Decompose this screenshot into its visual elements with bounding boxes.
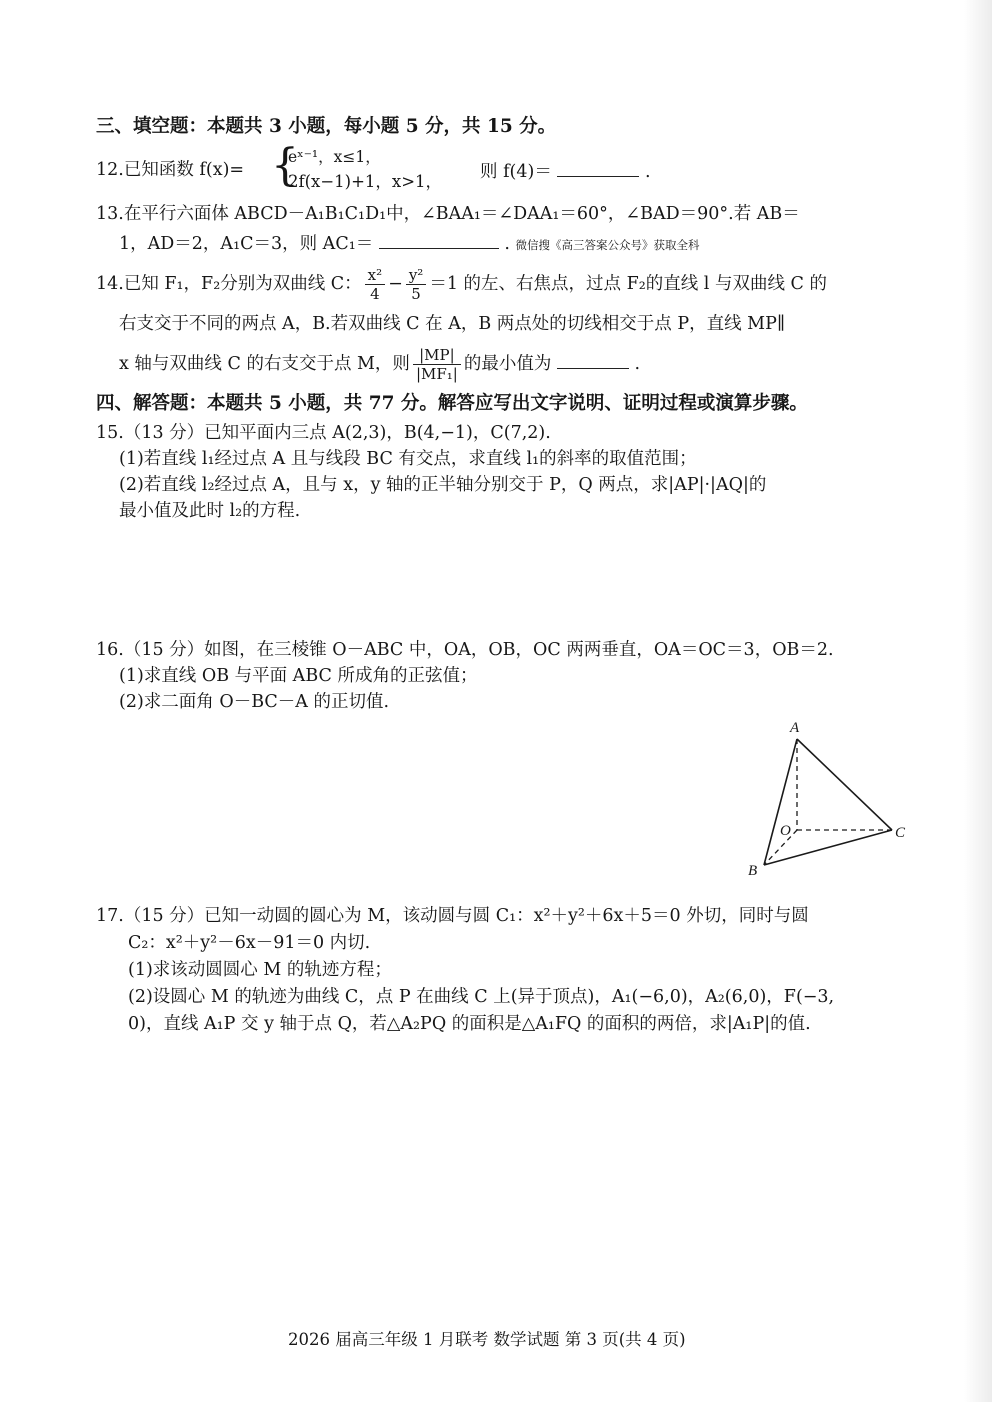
q14-frac1-num: x² [365,266,385,285]
q12-end: . [645,162,651,182]
q12-case-2: 2f(x−1)+1，x>1， [288,172,443,191]
label-O: O [780,823,791,839]
watermark-note: 微信搜《高三答案公众号》获取全科 [515,238,700,252]
q15-line-1: 15.（13 分）已知平面内三点 A(2,3)，B(4,−1)，C(7,2). [96,423,551,443]
q14-frac2-num: y² [406,266,427,285]
q16-line-1: 16.（15 分）如图，在三棱锥 O－ABC 中，OA，OB，OC 两两垂直，OA＝OC＝3，OB＝2. [96,640,834,660]
q14-line-2: 右支交于不同的两点 A，B.若双曲线 C 在 A，B 两点处的切线相交于点 P，直线 MP∥ [119,314,785,334]
q14-answer-blank[interactable] [557,350,629,369]
q13-line-1: 13.在平行六面体 ABCD－A₁B₁C₁D₁中，∠BAA₁＝∠DAA₁＝60°，∠BAD＝90°.若 AB＝ [96,204,800,224]
q15-line-2: (1)若直线 l₁经过点 A 且与线段 BC 有交点，求直线 l₁的斜率的取值范围； [119,449,697,469]
q14-line-3-mid: 的最小值为 [463,354,552,374]
section-4-heading: 四、解答题：本题共 5 小题，共 77 分。解答应写出文字说明、证明过程或演算步骤。 [96,393,808,414]
q13-line-2-text: 1，AD＝2，A₁C＝3，则 AC₁＝ [119,234,374,254]
q14-frac2-den: 5 [411,285,421,303]
q14-fraction-y [406,266,427,303]
q17-line-3: (1)求该动圆圆心 M 的轨迹方程； [128,960,392,980]
q12-answer-blank[interactable] [557,158,639,177]
q12-brace: { [271,140,299,191]
edge-AB [764,739,797,865]
q16-line-2: (1)求直线 OB 与平面 ABC 所成角的正弦值； [119,666,478,686]
label-A: A [790,720,800,736]
q14-minus: − [388,274,403,294]
label-B: B [748,863,758,879]
q13-end: . [504,234,510,254]
page-edge-shadow [964,0,992,1402]
q12-suffix-text: 则 f(4)＝ [480,162,552,182]
q14-line-1-start: 14.已知 F₁，F₂分别为双曲线 C： [96,274,362,294]
page-footer: 2026 届高三年级 1 月联考 数学试题 第 3 页(共 4 页) [288,1330,686,1349]
q14-frac1-den: 4 [370,285,380,303]
q15-line-4: 最小值及此时 l₂的方程. [119,501,301,521]
section-3-heading: 三、填空题：本题共 3 小题，每小题 5 分，共 15 分。 [96,116,557,137]
q14-fraction-ratio [413,346,461,383]
q13-answer-blank[interactable] [379,230,499,249]
q14-line-3 [119,344,640,384]
q12-case-1: eˣ⁻¹，x≤1， [288,148,381,166]
q14-frac3-den: |MF₁| [415,365,458,383]
q16-line-3: (2)求二面角 O－BC－A 的正切值. [119,692,390,712]
q14-fraction-x [365,266,385,303]
pyramid-figure [740,715,920,880]
q17-line-2: C₂：x²＋y²－6x－91＝0 内切. [128,933,371,953]
q14-line-1-end: ＝1 的左、右焦点，过点 F₂的直线 l 与双曲线 C 的 [429,274,827,294]
edge-AC [797,739,892,830]
q14-frac3-num: |MP| [413,346,461,365]
q15-line-3: (2)若直线 l₂经过点 A，且与 x，y 轴的正半轴分别交于 P，Q 两点，求|AP|·|AQ|的 [119,475,767,495]
q12-prefix: 12.已知函数 f(x)= [96,160,245,180]
q14-end: . [634,354,641,374]
q12-suffix [480,158,651,184]
q17-line-1: 17.（15 分）已知一动圆的圆心为 M，该动圆与圆 C₁：x²＋y²＋6x＋5＝0 外切，同时与圆 [96,906,809,926]
q17-line-5: 0)，直线 A₁P 交 y 轴于点 Q，若△A₂PQ 的面积是△A₁FQ 的面积的两倍，求|A₁P|的值. [128,1014,811,1034]
q14-line-1 [96,264,827,304]
label-C: C [895,825,906,841]
q14-line-3-start: x 轴与双曲线 C 的右支交于点 M，则 [119,354,410,374]
q13-line-2 [119,230,700,257]
q17-line-4: (2)设圆心 M 的轨迹为曲线 C，点 P 在曲线 C 上(异于顶点)，A₁(−6,0)，A₂(6,0)，F(−3, [128,987,835,1007]
